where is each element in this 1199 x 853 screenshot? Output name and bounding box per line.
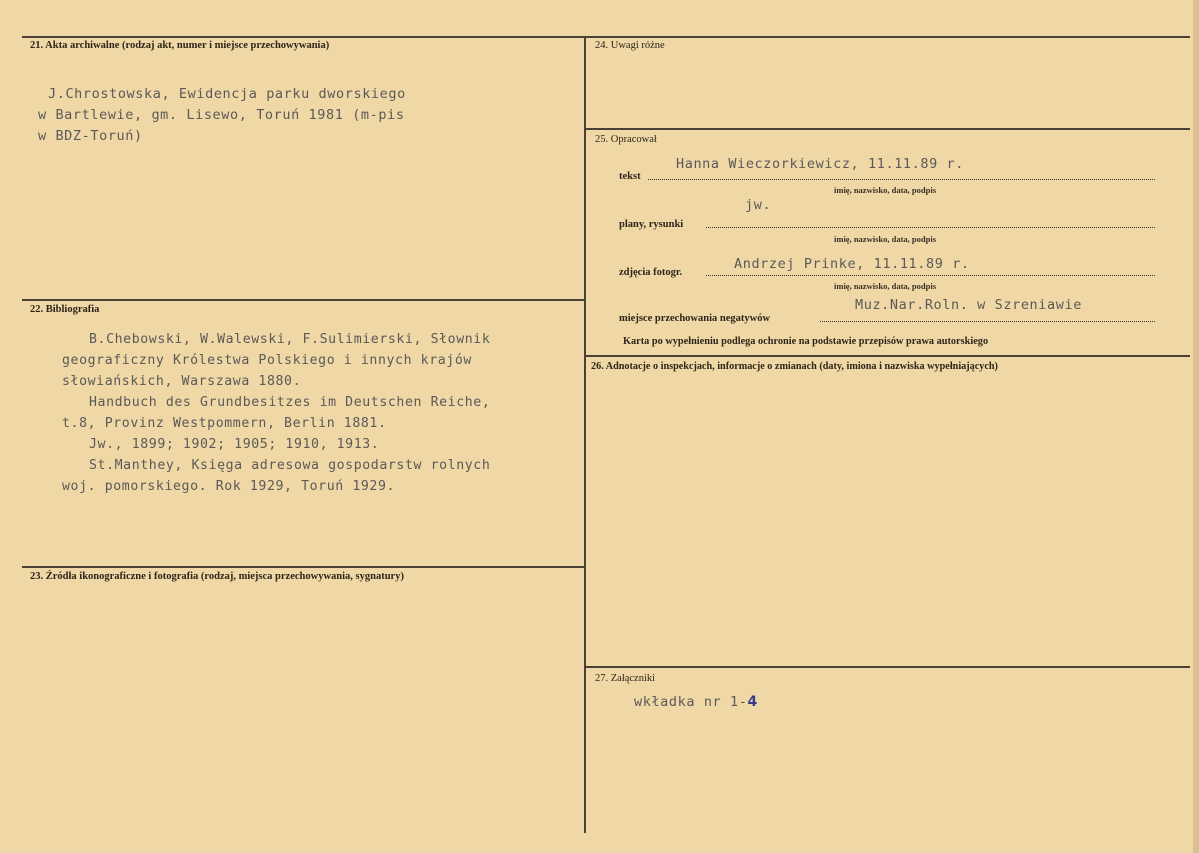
tekst-value: Hanna Wieczorkiewicz, 11.11.89 r. — [676, 156, 965, 172]
card-edge — [1193, 0, 1199, 853]
tekst-caption: imię, nazwisko, data, podpis — [834, 185, 937, 195]
copyright-notice: Karta po wypełnieniu podlega ochronie na podstawie przepisów prawa autorskiego — [623, 336, 989, 347]
section-24-title: 24. Uwagi różne — [595, 40, 665, 51]
section-22-title: 22. Bibliografia — [30, 304, 100, 315]
text-line: słowiańskich, Warszawa 1880. — [62, 374, 302, 389]
attachment-ink-number: 4 — [747, 694, 758, 710]
tekst-label: tekst — [619, 171, 641, 182]
negatywy-value: Muz.Nar.Roln. w Szreniawie — [855, 297, 1082, 313]
attachment-typed: wkładka nr 1- — [634, 694, 748, 710]
rule-25 — [585, 128, 1190, 130]
section-27-value — [634, 694, 757, 710]
section-21-title: 21. Akta archiwalne (rodzaj akt, numer i miejsce przechowywania) — [30, 40, 330, 51]
plany-field-line — [706, 227, 1155, 228]
top-rule — [22, 36, 1190, 38]
text-line: geograficzny Królestwa Polskiego i innych krajów — [62, 353, 472, 368]
negatywy-label: miejsce przechowania negatywów — [619, 313, 771, 324]
zdjecia-value: Andrzej Prinke, 11.11.89 r. — [734, 256, 970, 272]
zdjecia-field-line — [706, 275, 1155, 276]
negatywy-field-line — [820, 321, 1155, 322]
section-25-title: 25. Opracował — [595, 134, 657, 145]
text-line: t.8, Provinz Westpommern, Berlin 1881. — [62, 416, 387, 431]
section-27-title: 27. Załączniki — [595, 673, 656, 684]
text-line: Jw., 1899; 1902; 1905; 1910, 1913. — [89, 437, 380, 452]
plany-value: jw. — [745, 197, 772, 213]
section-22-text — [62, 329, 490, 497]
rule-26 — [585, 355, 1190, 357]
section-21-text — [38, 84, 406, 147]
section-23-title: 23. Źródła ikonograficzne i fotografia (rodzaj, miejsca przechowywania, sygnatury) — [30, 571, 404, 582]
rule-27 — [585, 666, 1190, 668]
rule-22 — [22, 299, 585, 301]
text-line: St.Manthey, Księga adresowa gospodarstw rolnych — [89, 458, 491, 473]
text-line: J.Chrostowska, Ewidencja parku dworskiego — [48, 86, 406, 102]
plany-label: plany, rysunki — [619, 219, 684, 230]
text-line: Handbuch des Grundbesitzes im Deutschen Reiche, — [89, 395, 491, 410]
tekst-field-line — [648, 179, 1155, 180]
plany-caption: imię, nazwisko, data, podpis — [834, 234, 937, 244]
text-line: B.Chebowski, W.Walewski, F.Sulimierski, Słownik — [89, 332, 491, 347]
zdjecia-caption: imię, nazwisko, data, podpis — [834, 281, 937, 291]
rule-23 — [22, 566, 585, 568]
text-line: woj. pomorskiego. Rok 1929, Toruń 1929. — [62, 479, 396, 494]
section-26-title: 26. Adnotacje o inspekcjach, informacje o zmianach (daty, imiona i nazwiska wypełniających) — [591, 361, 998, 372]
zdjecia-label: zdjęcia fotogr. — [619, 267, 683, 278]
text-line: w Bartlewie, gm. Lisewo, Toruń 1981 (m-pis — [38, 107, 405, 123]
column-divider — [584, 36, 586, 833]
text-line: w BDZ-Toruń) — [38, 128, 143, 144]
